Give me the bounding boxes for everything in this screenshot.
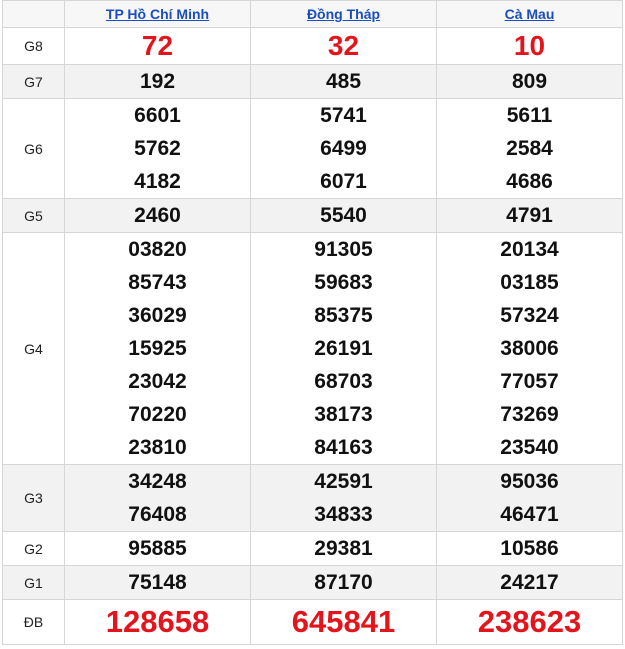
prize-number: 36029 xyxy=(128,304,187,327)
prize-number: 95036 xyxy=(500,470,559,493)
prize-number: 38173 xyxy=(314,403,373,426)
special-prize-number: 238623 xyxy=(477,604,582,639)
prize-number: 5611 xyxy=(506,104,553,127)
prize-row-g6 xyxy=(3,99,623,199)
prize-number: 42591 xyxy=(314,470,373,493)
prize-number: 24217 xyxy=(500,571,559,594)
prize-number: 57324 xyxy=(500,304,559,327)
prize-label: G8 xyxy=(3,28,65,65)
prize-number: 59683 xyxy=(314,271,373,294)
prize-number: 38006 xyxy=(500,337,559,360)
province-link-2[interactable]: Đồng Tháp xyxy=(306,6,381,22)
prize-number: 85375 xyxy=(314,304,373,327)
prize-label: G5 xyxy=(3,199,65,233)
prize-number: 03185 xyxy=(500,271,559,294)
prize-number: 70220 xyxy=(128,403,187,426)
prize-row-g1 xyxy=(3,566,623,600)
prize-number: 15925 xyxy=(128,337,187,360)
prize-number: 4182 xyxy=(134,170,181,193)
prize-label: G2 xyxy=(3,532,65,566)
prize-number: 4686 xyxy=(506,170,553,193)
province-link-3[interactable]: Cà Mau xyxy=(504,6,555,22)
prize-number: 34833 xyxy=(314,503,373,526)
prize-row-g8 xyxy=(3,28,623,65)
prize-number: 84163 xyxy=(314,436,373,459)
prize-number: 5741 xyxy=(320,104,367,127)
prize-row-g4 xyxy=(3,233,623,465)
prize-number: 75148 xyxy=(128,571,187,594)
prize-label: G4 xyxy=(3,233,65,465)
province-header-row xyxy=(3,1,623,28)
prize-number: 2460 xyxy=(134,204,181,227)
special-prize-number: 128658 xyxy=(105,604,210,639)
prize-number: 10 xyxy=(513,30,546,61)
prize-label: G6 xyxy=(3,99,65,199)
prize-number: 192 xyxy=(139,70,176,93)
prize-number: 23042 xyxy=(128,370,187,393)
prize-number: 29381 xyxy=(314,537,373,560)
prize-number: 5540 xyxy=(320,204,367,227)
prize-number: 77057 xyxy=(500,370,559,393)
prize-number: 03820 xyxy=(128,238,187,261)
prize-row-g2 xyxy=(3,532,623,566)
prize-number: 85743 xyxy=(128,271,187,294)
prize-label: G3 xyxy=(3,465,65,532)
prize-number: 6601 xyxy=(134,104,181,127)
prize-number: 485 xyxy=(325,70,362,93)
prize-number: 2584 xyxy=(506,137,553,160)
prize-number: 20134 xyxy=(500,238,559,261)
prize-row-g7 xyxy=(3,65,623,99)
prize-row-g3 xyxy=(3,465,623,532)
prize-number: 91305 xyxy=(314,238,373,261)
prize-number: 6071 xyxy=(320,170,367,193)
lottery-results-table xyxy=(2,0,623,645)
prize-number: 26191 xyxy=(314,337,373,360)
prize-label: G1 xyxy=(3,566,65,600)
prize-number: 73269 xyxy=(500,403,559,426)
prize-number: 87170 xyxy=(314,571,373,594)
prize-number: 23540 xyxy=(500,436,559,459)
prize-number: 23810 xyxy=(128,436,187,459)
prize-number: 10586 xyxy=(500,537,559,560)
prize-number: 68703 xyxy=(314,370,373,393)
prize-number: 95885 xyxy=(128,537,187,560)
prize-number: 6499 xyxy=(320,137,367,160)
province-link-1[interactable]: TP Hồ Chí Minh xyxy=(105,6,210,22)
prize-number: 34248 xyxy=(128,470,187,493)
prize-number: 72 xyxy=(141,30,174,61)
prize-number: 76408 xyxy=(128,503,187,526)
prize-number: 46471 xyxy=(500,503,559,526)
prize-row-special xyxy=(3,600,623,645)
header-corner xyxy=(3,1,65,28)
prize-label: G7 xyxy=(3,65,65,99)
prize-label: ĐB xyxy=(3,600,65,645)
prize-number: 32 xyxy=(327,30,360,61)
prize-number: 5762 xyxy=(134,137,181,160)
prize-number: 4791 xyxy=(506,204,553,227)
prize-number: 809 xyxy=(511,70,548,93)
special-prize-number: 645841 xyxy=(291,604,396,639)
prize-row-g5 xyxy=(3,199,623,233)
